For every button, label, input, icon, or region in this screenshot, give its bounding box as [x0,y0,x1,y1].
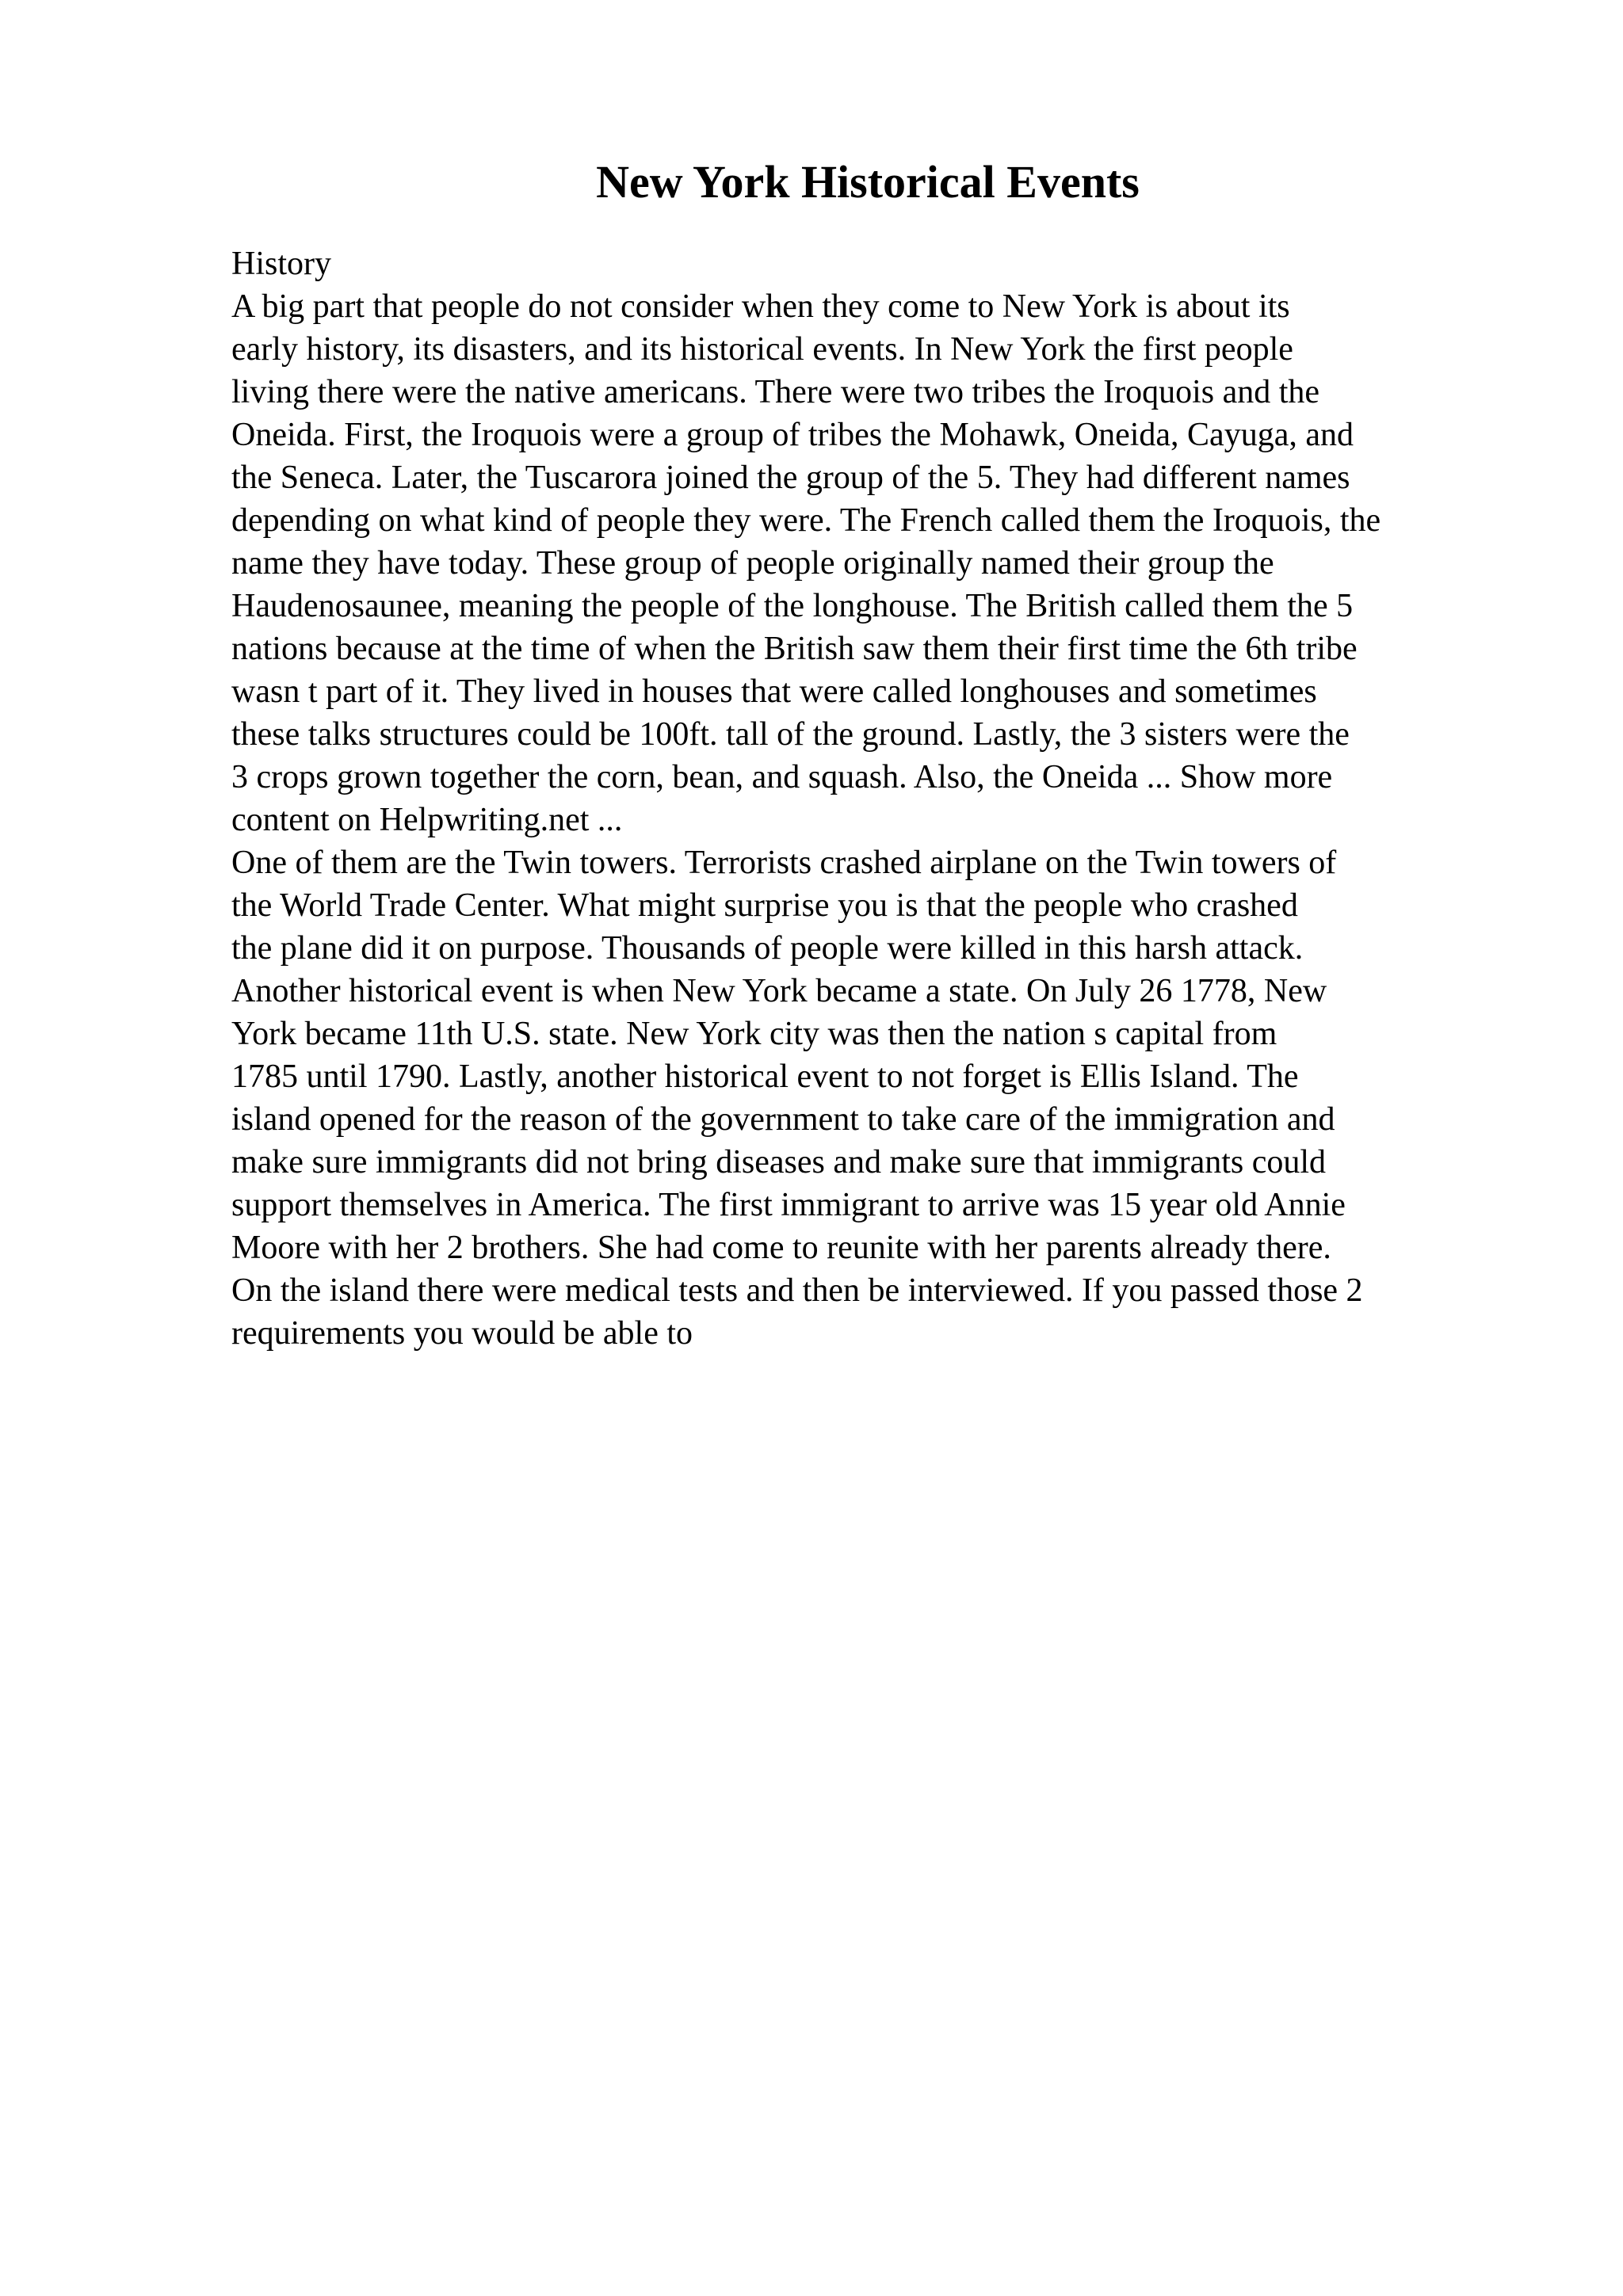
body-line: History [231,246,331,282]
body-line: depending on what kind of people they were. The French called them the Iroquois, the [231,502,1381,539]
body-line: the World Trade Center. What might surprise you is that the people who crashed [231,887,1298,924]
body-line: support themselves in America. The first immigrant to arrive was 15 year old Annie [231,1187,1346,1223]
body-line: A big part that people do not consider when they come to New York is about its [231,288,1290,325]
body-line: early history, its disasters, and its historical events. In New York the first people [231,331,1293,368]
body-line: nations because at the time of when the British saw them their first time the 6th tribe [231,631,1358,667]
body-line: York became 11th U.S. state. New York city was then the nation s capital from [231,1016,1277,1052]
body-line: make sure immigrants did not bring diseases and make sure that immigrants could [231,1144,1327,1180]
body-line: Haudenosaunee, meaning the people of the longhouse. The British called them the 5 [231,588,1354,624]
body-line: 3 crops grown together the corn, bean, and squash. Also, the Oneida ... Show more [231,759,1333,795]
body-line: name they have today. These group of people originally named their group the [231,545,1274,582]
body-line: Another historical event is when New York became a state. On July 26 1778, New [231,973,1327,1009]
body-line: On the island there were medical tests and then be interviewed. If you passed those 2 [231,1272,1363,1309]
document-title: New York Historical Events [596,156,1140,208]
body-line: content on Helpwriting.net ... [231,802,623,838]
body-line: the plane did it on purpose. Thousands of people were killed in this harsh attack. [231,930,1304,967]
body-line: the Seneca. Later, the Tuscarora joined the group of the 5. They had different names [231,460,1350,496]
body-line: wasn t part of it. They lived in houses that were called longhouses and sometimes [231,673,1317,710]
body-line: 1785 until 1790. Lastly, another historical event to not forget is Ellis Island. The [231,1058,1299,1095]
body-line: living there were the native americans. There were two tribes the Iroquois and the [231,374,1320,410]
body-line: Moore with her 2 brothers. She had come to reunite with her parents already there. [231,1230,1331,1266]
body-line: these talks structures could be 100ft. tall of the ground. Lastly, the 3 sisters were the [231,716,1350,753]
body-line: island opened for the reason of the government to take care of the immigration and [231,1101,1335,1138]
body-line: One of them are the Twin towers. Terrorists crashed airplane on the Twin towers of [231,845,1337,881]
body-line: requirements you would be able to [231,1315,693,1352]
body-line: Oneida. First, the Iroquois were a group of tribes the Mohawk, Oneida, Cayuga, and [231,417,1354,453]
document-body [231,242,1515,1355]
